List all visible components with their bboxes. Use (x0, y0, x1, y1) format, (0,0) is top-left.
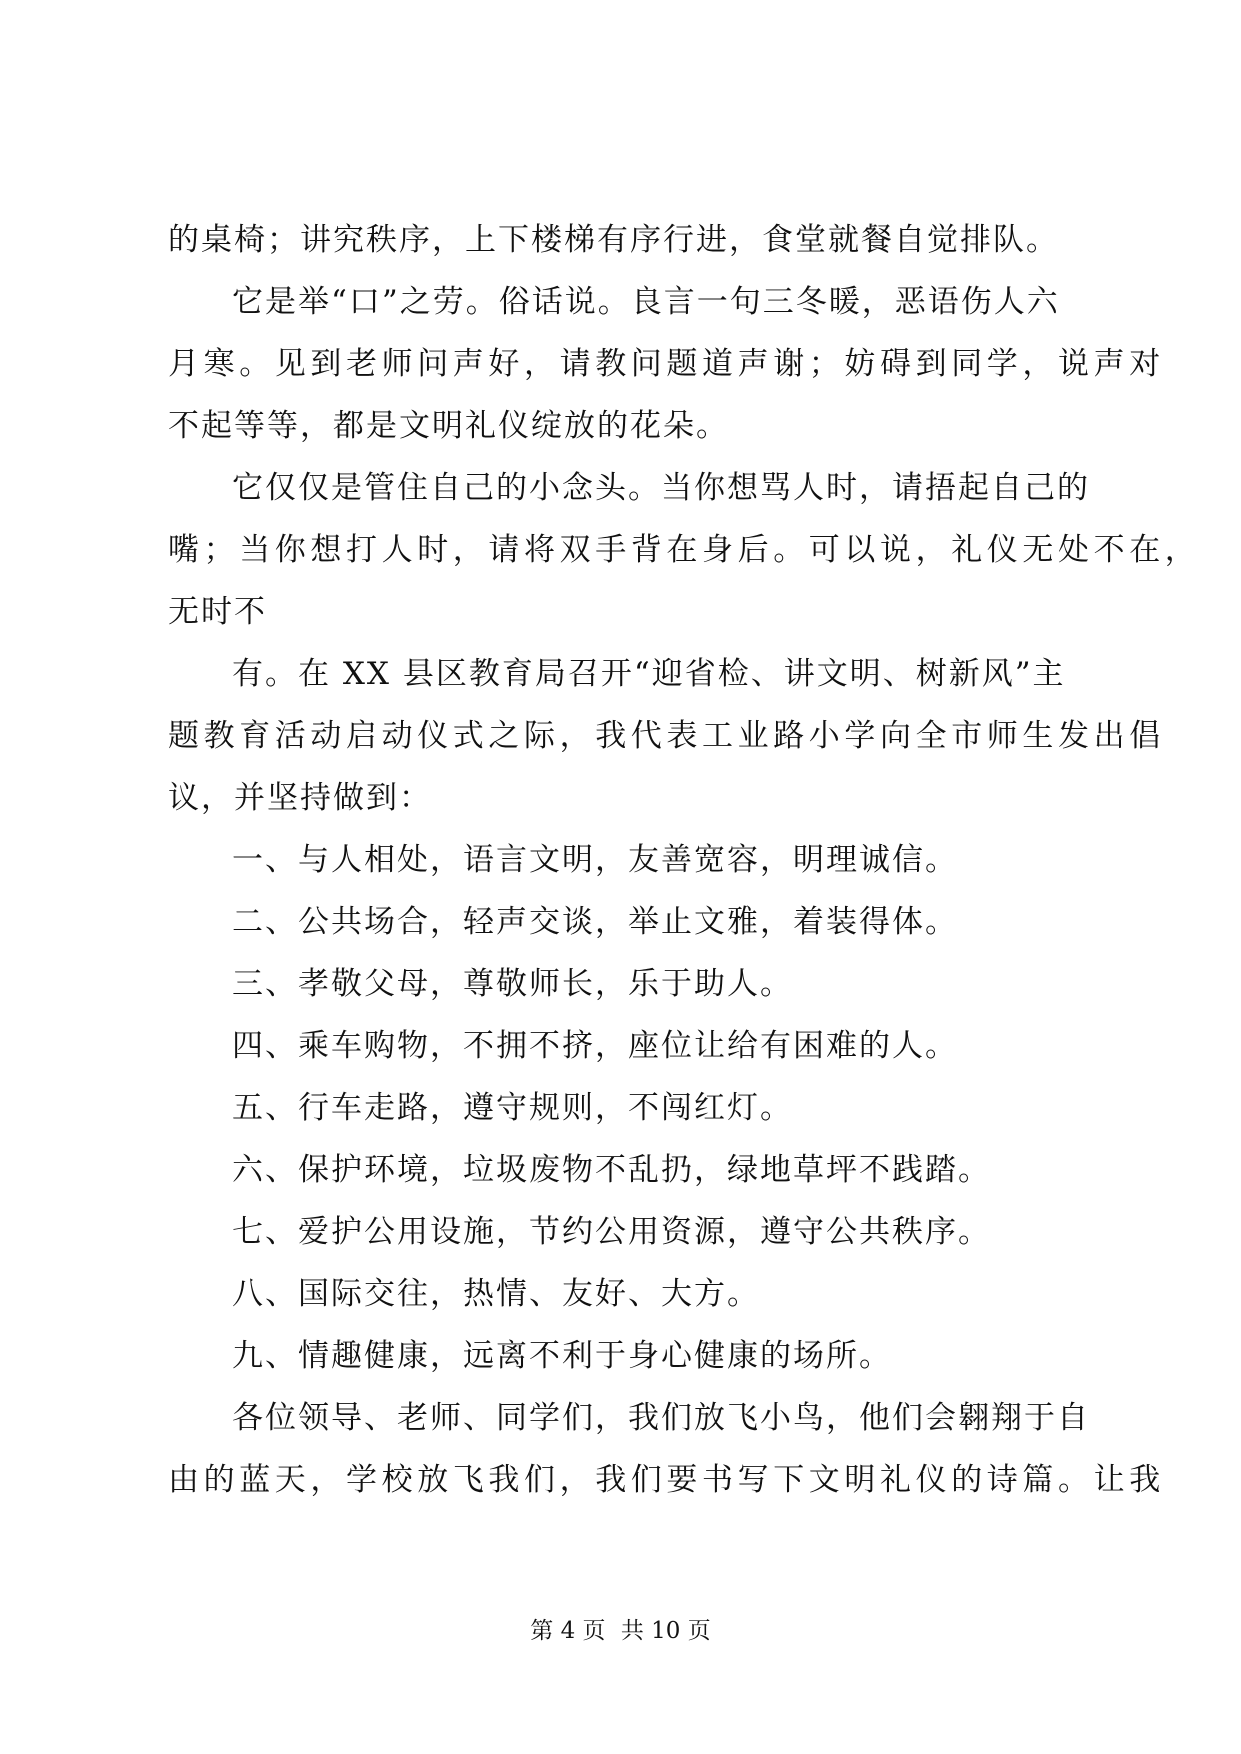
list-item: 八、国际交往，热情、友好、大方。 (232, 1276, 760, 1312)
text-line: 有。在 XX 县区教育局召开“迎省检、讲文明、树新风”主 (232, 656, 1066, 692)
list-item: 三、孝敬父母，尊敬师长，乐于助人。 (232, 966, 793, 1002)
text-line: 各位领导、老师、同学们，我们放飞小鸟，他们会翱翔于自 (232, 1400, 1090, 1436)
text-line: 月寒。见到老师问声好，请教问题道声谢；妨碍到同学，说声对 (168, 346, 1165, 382)
text-line: 它仅仅是管住自己的小念头。当你想骂人时，请捂起自己的 (232, 470, 1090, 506)
text-line: 不起等等，都是文明礼仪绽放的花朵。 (168, 408, 729, 444)
text-line: 议，并坚持做到： (168, 780, 432, 816)
text-line: 的桌椅；讲究秩序，上下楼梯有序行进，食堂就餐自觉排队。 (168, 222, 1059, 258)
text-line: 它是举“口”之劳。俗话说。良言一句三冬暖，恶语伤人六 (232, 284, 1060, 320)
list-item: 六、保护环境，垃圾废物不乱扔，绿地草坪不践踏。 (232, 1152, 991, 1188)
text-line: 嘴；当你想打人时，请将双手背在身后。可以说，礼仪无处不在， (168, 532, 1201, 568)
list-item: 五、行车走路，遵守规则，不闯红灯。 (232, 1090, 793, 1126)
page-number: 第 4 页 (530, 1618, 606, 1644)
page-footer (0, 1612, 1241, 1645)
list-item: 九、情趣健康，远离不利于身心健康的场所。 (232, 1338, 892, 1374)
text-line: 题教育活动启动仪式之际，我代表工业路小学向全市师生发出倡 (168, 718, 1165, 754)
list-item: 四、乘车购物，不拥不挤，座位让给有困难的人。 (232, 1028, 958, 1064)
list-item: 一、与人相处，语言文明，友善宽容，明理诚信。 (232, 842, 958, 878)
text-line: 由的蓝天，学校放飞我们，我们要书写下文明礼仪的诗篇。让我 (168, 1462, 1165, 1498)
list-item: 二、公共场合，轻声交谈，举止文雅，着装得体。 (232, 904, 958, 940)
page-total: 共 10 页 (620, 1618, 711, 1644)
text-line: 无时不 (168, 594, 267, 630)
list-item: 七、爱护公用设施，节约公用资源，遵守公共秩序。 (232, 1214, 991, 1250)
